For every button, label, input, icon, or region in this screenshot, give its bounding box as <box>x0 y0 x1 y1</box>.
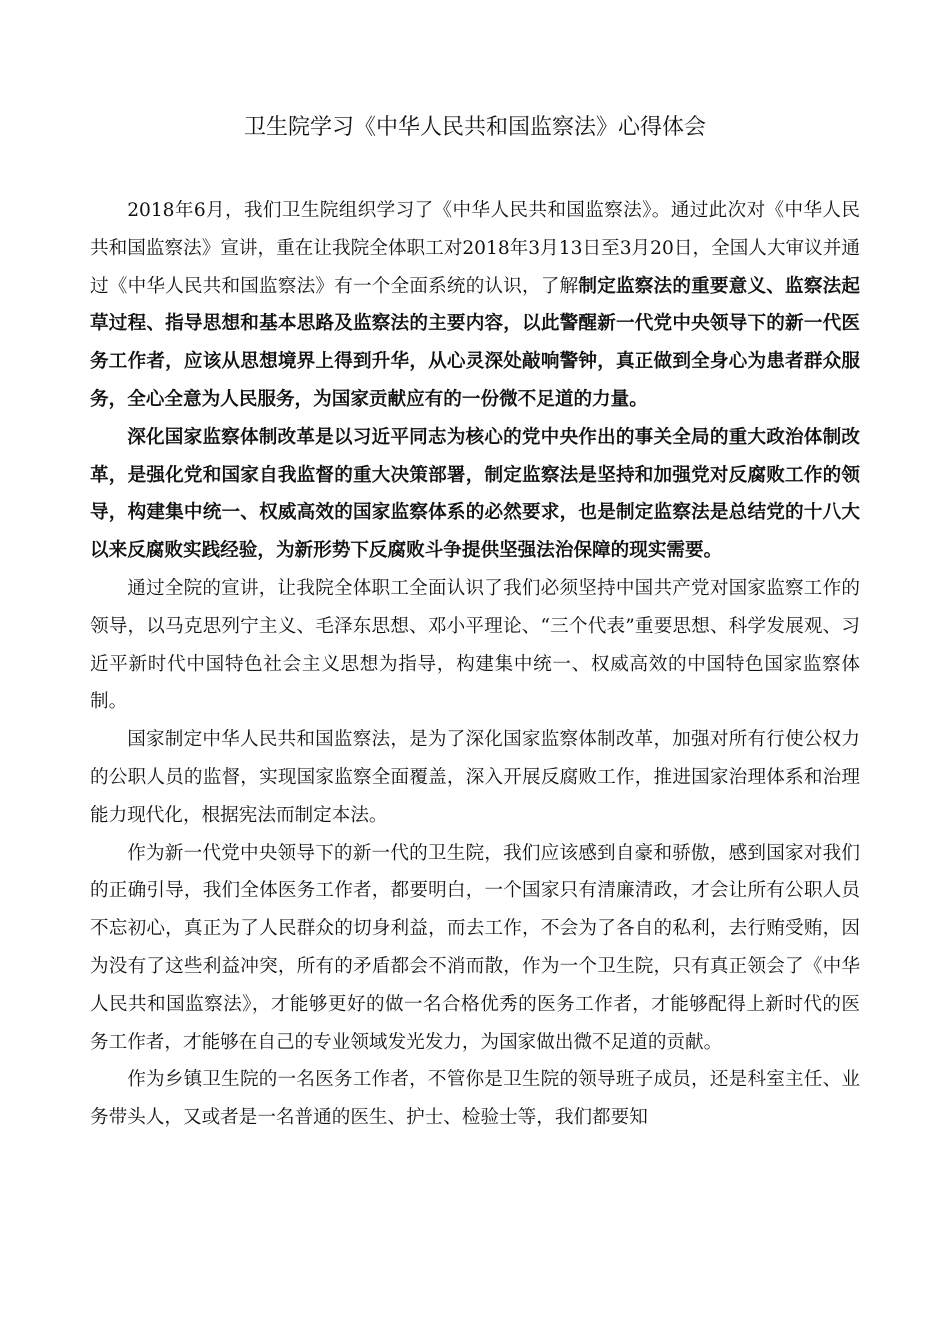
document-body <box>90 192 860 1137</box>
paragraph-4 <box>90 721 860 834</box>
paragraph-3-text: 通过全院的宣讲，让我院全体职工全面认识了我们必须坚持中国共产党对国家监察工作的领导，以马克思列宁主义、毛泽东思想、邓小平理论、“三个代表”重要思想、科学发展观、习近平新时代中国特色社会主义思想为指导，构建集中统一、权威高效的中国特色国家监察体制。 <box>90 577 860 713</box>
paragraph-5 <box>90 835 860 1062</box>
paragraph-4-text: 国家制定中华人民共和国监察法，是为了深化国家监察体制改革，加强对所有行使公权力的公职人员的监督，实现国家监察全面覆盖，深入开展反腐败工作，推进国家治理体系和治理能力现代化，根据宪法而制定本法。 <box>90 729 860 826</box>
paragraph-1-bold-text: 制定监察法的重要意义、监察法起草过程、指导思想和基本思路及监察法的主要内容，以此警醒新一代党中央领导下的新一代医务工作者，应该从思想境界上得到升华，从心灵深处敲响警钟，真正做到全身心为患者群众服务，全心全意为人民服务，为国家贡献应有的一份微不足道的力量。 <box>90 275 860 410</box>
paragraph-2 <box>90 419 860 570</box>
paragraph-6 <box>90 1061 860 1137</box>
paragraph-6-text: 作为乡镇卫生院的一名医务工作者，不管你是卫生院的领导班子成员，还是科室主任、业务带头人，又或者是一名普通的医生、护士、检验士等，我们都要知 <box>90 1069 860 1129</box>
paragraph-3 <box>90 570 860 721</box>
document-title: 卫生院学习《中华人民共和国监察法》心得体会 <box>243 115 706 140</box>
paragraph-5-text: 作为新一代党中央领导下的新一代的卫生院，我们应该感到自豪和骄傲，感到国家对我们的正确引导，我们全体医务工作者，都要明白，一个国家只有清廉清政，才会让所有公职人员不忘初心，真正为了人民群众的切身利益，而去工作，不会为了各自的私利，去行贿受贿，因为没有了这些利益冲突，所有的矛盾都会不消而散，作为一个卫生院，只有真正领会了《中华人民共和国监察法》，才能够更好的做一名合格优秀的医务工作者，才能够配得上新时代的医务工作者，才能够在自己的专业领域发光发力，为国家做出微不足道的贡献。 <box>90 842 860 1053</box>
paragraph-1 <box>90 192 860 419</box>
paragraph-2-bold-text: 深化国家监察体制改革是以习近平同志为核心的党中央作出的事关全局的重大政治体制改革，是强化党和国家自我监督的重大决策部署，制定监察法是坚持和加强党对反腐败工作的领导，构建集中统一、权威高效的国家监察体系的必然要求，也是制定监察法是总结党的十八大以来反腐败实践经验，为新形势下反腐败斗争提供坚强法治保障的现实需要。 <box>90 426 860 562</box>
paragraph-1-text: 2018年6月，我们卫生院组织学习了《中华人民共和国监察法》。通过此次对《中华人民共和国监察法》宣讲，重在让我院全体职工对2018年3月13日至3月20日，全国人大审议并通过《中华人民共和国监察法》有一个全面系统的认识，了解 <box>90 200 860 297</box>
